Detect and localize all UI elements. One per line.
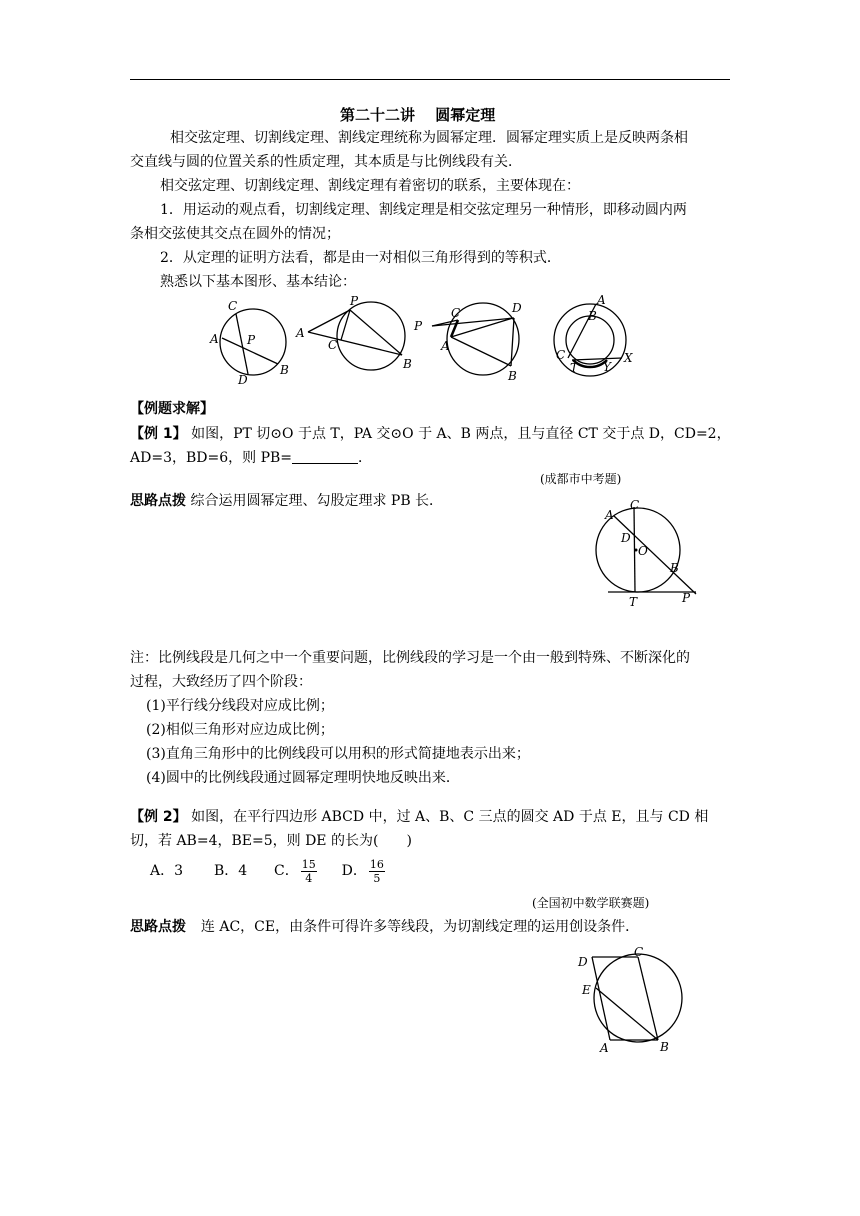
intro-paragraph-1-line-2: 交直线与圆的位置关系的性质定理，其本质是与比例线段有关． xyxy=(130,154,522,170)
fig2-label-c: C xyxy=(328,338,338,352)
header-rule xyxy=(130,79,730,80)
fig4-label-b: B xyxy=(588,309,597,323)
example-2-line-1 xyxy=(130,808,708,826)
example-2-hint-label: 思路点拨 xyxy=(130,919,186,935)
ex2-label-c: C xyxy=(634,945,644,959)
ex1-label-t: T xyxy=(629,595,638,609)
example-2-text-line-1: 如图，在平行四边形 ABCD 中，过 A、B、C 三点的圆交 AD 于点 E，且与 CD 相 xyxy=(191,809,709,825)
note-item-1: (1)平行线分线段对应成比例； xyxy=(146,698,334,714)
example-2-figure xyxy=(574,944,686,1056)
example-1-text-line-2: AD=3，BD=6，则 PB= xyxy=(130,450,293,466)
example-2-options xyxy=(150,856,387,886)
note-item-3: (3)直角三角形中的比例线段可以用积的形式简捷地表示出来； xyxy=(146,746,530,762)
example-1-line-1 xyxy=(130,425,731,443)
intro-item-2: 2．从定理的证明方法看，都是由一对相似三角形得到的等积式． xyxy=(160,250,561,266)
intro-item-1-line-1: 1．用运动的观点看，切割线定理、割线定理是相交弦定理另一种情形，即移动圆内两 xyxy=(160,202,687,218)
intro-paragraph-3: 熟悉以下基本图形、基本结论： xyxy=(160,274,356,290)
fig3-label-a: A xyxy=(441,339,450,353)
answer-blank xyxy=(292,449,358,464)
example-1-line-2 xyxy=(130,449,372,467)
intro-paragraph-2: 相交弦定理、切割线定理、割线定理有着密切的联系，主要体现在： xyxy=(160,178,580,194)
fig4-label-a: A xyxy=(597,293,606,307)
ex1-label-o: O xyxy=(638,544,648,558)
ex1-label-c: C xyxy=(630,498,640,512)
example-1-hint xyxy=(130,492,443,510)
example-2-text-line-2: 切，若 AB=4，BE=5，则 DE 的长为( ) xyxy=(130,833,412,849)
fig3-label-c: C xyxy=(451,306,461,320)
note-line-2: 过程，大致经历了四个阶段： xyxy=(130,674,312,690)
note-line-1: 注：比例线段是几何之中一个重要问题，比例线段的学习是一个由一般到特殊、不断深化的 xyxy=(130,650,690,666)
note-item-2: (2)相似三角形对应边成比例； xyxy=(146,722,334,738)
fig1-label-c: C xyxy=(228,299,238,313)
example-1-hint-text: 综合运用圆幂定理、勾股定理求 PB 长． xyxy=(190,493,444,509)
option-a: A．3 xyxy=(150,863,184,879)
fig4-label-x: X xyxy=(624,351,633,365)
fig4-label-y: Y xyxy=(603,360,611,374)
example-1-label: 【例 1】 xyxy=(130,426,187,442)
ex1-label-b: B xyxy=(670,561,679,575)
ex1-label-p: P xyxy=(682,591,691,605)
example-2-label: 【例 2】 xyxy=(130,809,187,825)
lecture-title: 第二十二讲 圆幂定理 xyxy=(340,106,496,124)
example-1-figure xyxy=(588,498,708,610)
example-2-hint xyxy=(130,918,639,936)
ex1-label-d: D xyxy=(621,531,631,545)
fig4-label-c: C xyxy=(556,348,566,362)
ex2-label-b: B xyxy=(660,1040,669,1054)
intro-item-1-line-2: 条相交弦使其交点在圆外的情况； xyxy=(130,226,340,242)
fig1-label-a: A xyxy=(210,332,219,346)
ex2-label-e: E xyxy=(582,983,591,997)
example-1-period: ． xyxy=(358,450,373,466)
note-item-4: (4)圆中的比例线段通过圆幂定理明快地反映出来． xyxy=(146,770,460,786)
fig1-label-d: D xyxy=(238,373,248,387)
intro-paragraph-1-line-1: 相交弦定理、切割线定理、割线定理统称为圆幂定理．圆幂定理实质上是反映两条相 xyxy=(170,130,688,146)
option-d: D． $\frac{16}{5}$ xyxy=(341,857,384,885)
ex2-label-d: D xyxy=(578,955,588,969)
fig3-label-d: D xyxy=(512,301,522,315)
example-1-text-line-1: 如图，PT 切⊙O 于点 T，PA 交⊙O 于 A、B 两点，且与直径 CT 交于点 D，CD=2， xyxy=(191,426,731,442)
fig4-label-t: T xyxy=(570,361,579,375)
ex1-label-a: A xyxy=(605,508,614,522)
example-2-hint-text: 连 AC，CE，由条件可得许多等线段，为切割线定理的运用创设条件． xyxy=(200,919,640,935)
section-heading: 【例题求解】 xyxy=(130,401,214,417)
fig1-label-b: B xyxy=(280,363,289,377)
figure-concentric-circles xyxy=(554,293,633,376)
fig3-label-b: B xyxy=(508,369,517,383)
figure-two-secants xyxy=(413,301,522,383)
fig3-label-p: P xyxy=(414,319,423,333)
option-c: C． $\frac{15}{4}$ xyxy=(274,857,316,885)
option-b: B．4 xyxy=(213,863,248,879)
fig2-label-b: B xyxy=(403,357,412,371)
figure-tangent-secant xyxy=(295,294,412,371)
option-d-fraction: $\frac{16}{5}$ xyxy=(369,857,384,885)
example-1-hint-label: 思路点拨 xyxy=(130,493,186,509)
option-c-fraction: $\frac{15}{4}$ xyxy=(301,857,316,885)
fig2-label-a: A xyxy=(296,326,305,340)
fig2-label-p: P xyxy=(350,294,359,308)
example-1-source: (成都市中考题) xyxy=(540,472,622,486)
basic-figures xyxy=(200,292,650,392)
figure-intersecting-chords xyxy=(209,299,289,387)
example-2-source: (全国初中数学联赛题) xyxy=(532,896,650,910)
fig1-label-p: P xyxy=(247,333,256,347)
ex2-label-a: A xyxy=(600,1041,609,1055)
